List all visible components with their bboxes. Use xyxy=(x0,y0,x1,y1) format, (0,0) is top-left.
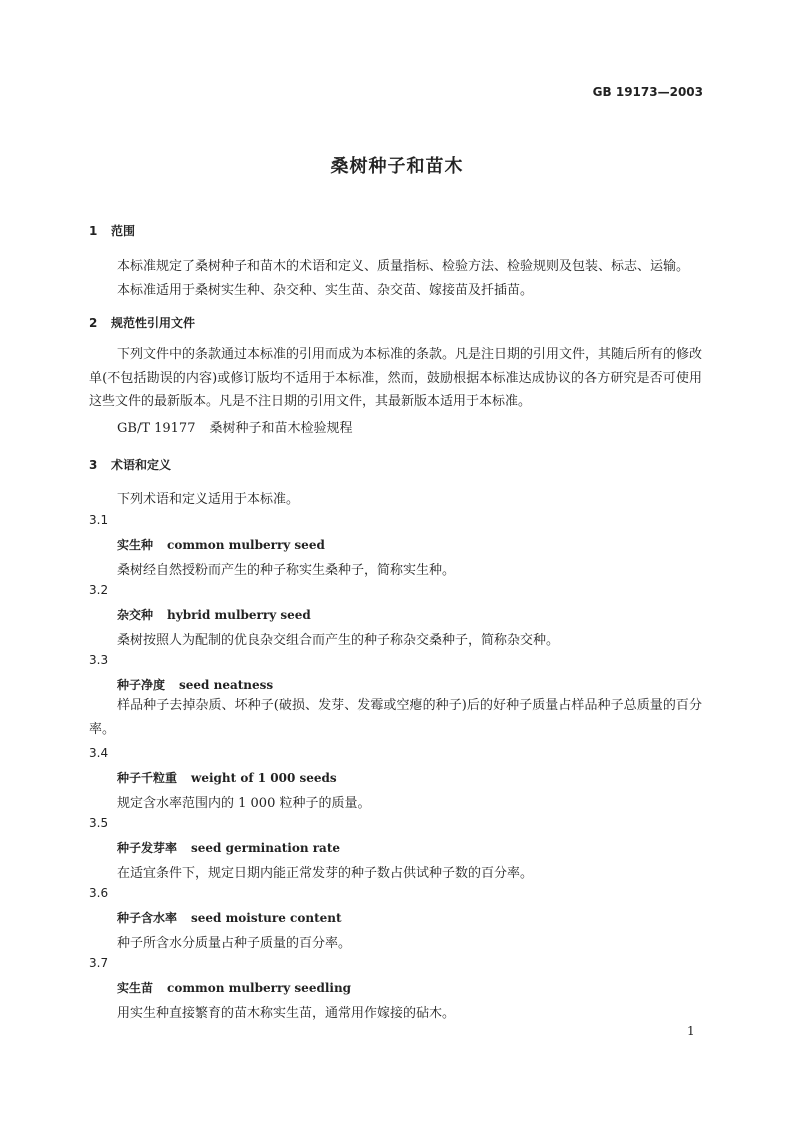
section-number: 2 xyxy=(89,316,98,330)
term-zh: 杂交种 xyxy=(117,608,154,622)
term-definition: 种子所含水分质量占种子质量的百分率。 xyxy=(117,936,352,951)
section-2-heading xyxy=(89,314,195,331)
term-heading xyxy=(117,979,351,996)
term-heading xyxy=(117,676,273,693)
page-number: 1 xyxy=(687,1024,695,1038)
term-en: weight of 1 000 seeds xyxy=(191,771,337,785)
standard-number: GB 19173—2003 xyxy=(592,85,703,99)
document-title: 桑树种子和苗木 xyxy=(330,156,464,177)
term-zh: 实生种 xyxy=(117,538,154,552)
reference-code: GB/T 19177 xyxy=(117,421,196,436)
section-number: 1 xyxy=(89,224,98,238)
term-heading xyxy=(117,536,325,553)
normative-reference xyxy=(117,417,353,436)
section-1-heading xyxy=(89,222,135,239)
reference-title: 桑树种子和苗木检验规程 xyxy=(209,421,353,436)
clause-number: 3.2 xyxy=(89,583,109,597)
term-zh: 种子发芽率 xyxy=(117,841,178,855)
term-definition: 桑树经自然授粉而产生的种子称实生桑种子，简称实生种。 xyxy=(117,563,456,578)
term-definition: 样品种子去掉杂质、坏种子(破损、发芽、发霉或空瘪的种子)后的好种子质量占样品种子总质量的百分率。 xyxy=(89,698,702,737)
paragraph: 本标准适用于桑树实生种、杂交种、实生苗、杂交苗、嫁接苗及扦插苗。 xyxy=(117,283,534,298)
term-definition: 用实生种直接繁育的苗木称实生苗，通常用作嫁接的砧木。 xyxy=(117,1006,456,1021)
term-zh: 种子千粒重 xyxy=(117,771,178,785)
term-en: common mulberry seed xyxy=(167,538,325,552)
clause-number: 3.4 xyxy=(89,746,109,760)
term-definition: 规定含水率范围内的 1 000 粒种子的质量。 xyxy=(117,796,371,811)
term-heading xyxy=(117,606,311,623)
clause-number: 3.7 xyxy=(89,956,109,970)
paragraph: 本标准规定了桑树种子和苗木的术语和定义、质量指标、检验方法、检验规则及包装、标志、运输。 xyxy=(117,259,690,274)
section-title: 术语和定义 xyxy=(111,458,172,472)
term-en: hybrid mulberry seed xyxy=(167,608,311,622)
section-title: 规范性引用文件 xyxy=(111,316,196,330)
term-zh: 实生苗 xyxy=(117,981,154,995)
clause-number: 3.5 xyxy=(89,816,109,830)
term-definition: 在适宜条件下，规定日期内能正常发芽的种子数占供试种子数的百分率。 xyxy=(117,866,534,881)
paragraph: 下列文件中的条款通过本标准的引用而成为本标准的条款。凡是注日期的引用文件，其随后所有的修改单(不包括勘误的内容)或修订版均不适用于本标准，然而，鼓励根据本标准达成协议的各方研究是否可使用这些文件的最新版本。凡是不注日期的引用文件，其最新版本适用于本标准。 xyxy=(89,347,703,409)
term-en: common mulberry seedling xyxy=(167,981,352,995)
clause-number: 3.3 xyxy=(89,653,109,667)
term-heading xyxy=(117,769,337,786)
term-zh: 种子含水率 xyxy=(117,911,178,925)
section-title: 范围 xyxy=(111,224,136,238)
clause-number: 3.1 xyxy=(89,513,109,527)
section-number: 3 xyxy=(89,458,98,472)
term-heading xyxy=(117,909,342,926)
term-definition: 桑树按照人为配制的优良杂交组合而产生的种子称杂交桑种子，简称杂交种。 xyxy=(117,633,560,648)
section-3-heading xyxy=(89,456,171,473)
paragraph: 下列术语和定义适用于本标准。 xyxy=(117,492,300,507)
term-en: seed moisture content xyxy=(191,911,342,925)
term-heading xyxy=(117,839,340,856)
term-en: seed germination rate xyxy=(191,841,340,855)
term-en: seed neatness xyxy=(179,678,274,692)
term-zh: 种子净度 xyxy=(117,678,166,692)
clause-number: 3.6 xyxy=(89,886,109,900)
